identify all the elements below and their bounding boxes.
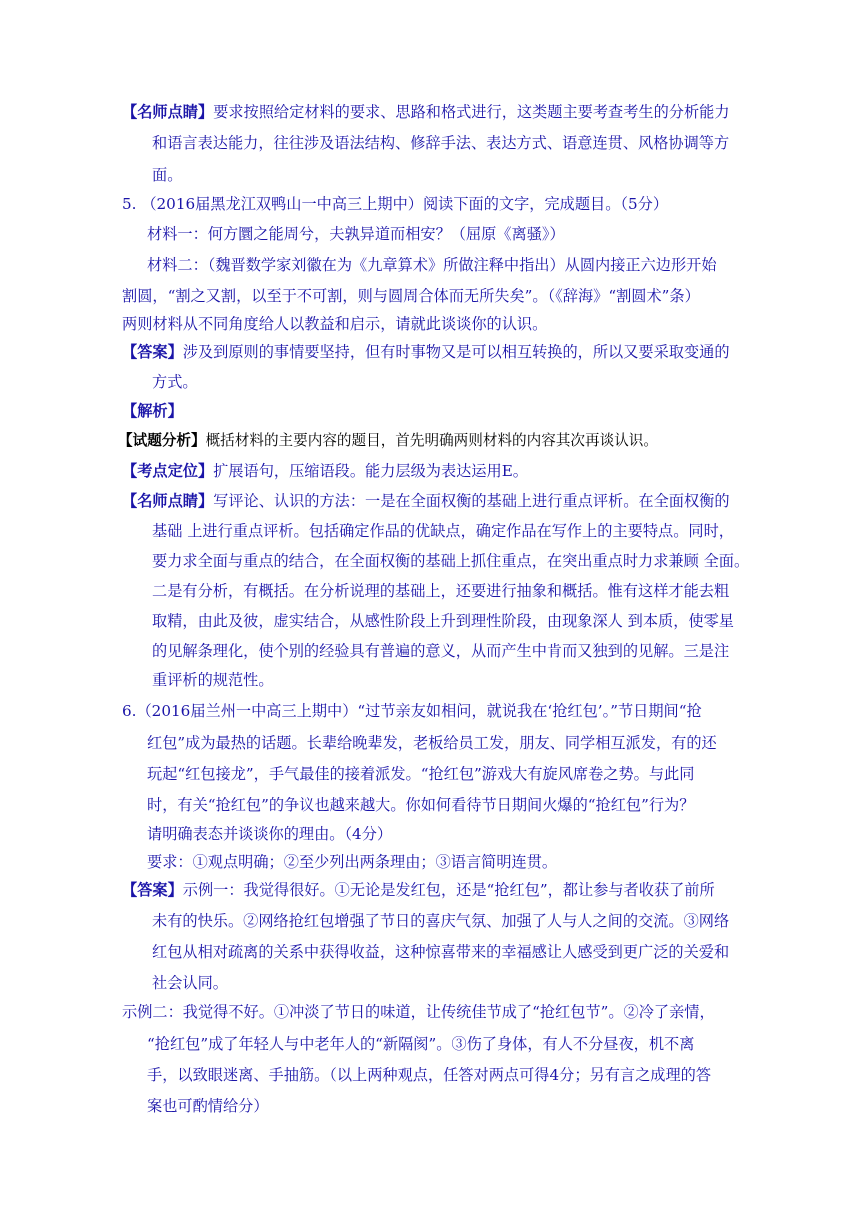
example-2-line-1: 示例二：我觉得不好。①冲淡了节日的味道，让传统佳节成了“抢红包节”。②冷了亲情， [122,1003,715,1021]
question-analysis-text: 概括材料的主要内容的题目，首先明确两则材料的内容其次再谈认识。 [205,432,658,449]
answer-5-line-1 [122,342,730,362]
tip-text: 要求按照给定材料的要求、思路和格式进行，这类题主要考查考生的分析能力 [213,103,730,121]
tip-label: 【名师点睛】 [122,103,214,121]
answer-6-line-3: 红包从相对疏离的关系中获得收益，这种惊喜带来的幸福感让人感受到更广泛的关爱和 [152,943,730,961]
tip-line-3: 面。 [152,166,183,184]
q6-requirements: 要求：①观点明确；②至少列出两条理由；③语言简明连贯。 [147,853,558,871]
answer-text: 涉及到原则的事情要坚持，但有时事物又是可以相互转换的，所以又要采取变通的 [182,343,730,361]
tip2-label: 【名师点睛】 [122,492,214,510]
answer6-label: 【答案】 [122,881,183,899]
tip2-line-6: 的见解条理化，使个别的经验具有普遍的意义，从而产生中肯而又独到的见解。三是注 [152,642,730,660]
question-analysis-label: 【试题分析】 [118,432,206,449]
question-analysis [118,431,658,451]
answer-5-line-2: 方式。 [152,373,198,391]
tip2-line-4: 二是有分析，有概括。在分析说理的基础上，还要进行抽象和概括。惟有这样才能去粗 [152,582,730,600]
answer6-text: 示例一：我觉得很好。①无论是发红包，还是“抢红包”，都让参与者收获了前所 [182,881,715,899]
tip-line-1 [122,102,730,122]
q6-line-5: 请明确表态并谈谈你的理由。（4分） [147,825,393,843]
topic-position-label: 【考点定位】 [122,462,214,480]
example-2-line-4: 案也可酌情给分） [147,1097,269,1115]
question-5-title: 5. （2016届黑龙江双鸭山一中高三上期中）阅读下面的文字，完成题目。（5分） [122,195,669,213]
tip2-text: 写评论、认识的方法：一是在全面权衡的基础上进行重点评析。在全面权衡的 [213,492,730,510]
question-6-title: 6.（2016届兰州一中高三上期中）“过节亲友如相问，就说我在‘抢红包’。”节日期间“抢 [122,702,702,720]
q5-prompt: 两则材料从不同角度给人以教益和启示，请就此谈谈你的认识。 [122,315,548,333]
answer-6-line-2: 未有的快乐。②网络抢红包增强了节日的喜庆气氛、加强了人与人之间的交流。③网络 [152,912,730,930]
q5-material-1: 材料一：何方圜之能周兮，夫孰异道而相安？（屈原《离骚》） [147,225,565,243]
answer-label: 【答案】 [122,343,183,361]
tip2-line-1 [122,491,730,511]
topic-position-text: 扩展语句，压缩语段。能力层级为表达运用E。 [213,462,528,480]
tip2-line-7: 重评析的规范性。 [152,671,274,689]
tip-line-2: 和语言表达能力，往往涉及语法结构、修辞手法、表达方式、语意连贯、风格协调等方 [152,134,730,152]
q6-line-4: 时，有关“抢红包”的争议也越来越大。你如何看待节日期间火爆的“抢红包”行为？ [147,796,695,814]
q6-line-3: 玩起“红包接龙”，手气最佳的接着派发。“抢红包”游戏大有旋风席卷之势。与此同 [147,765,695,783]
tip2-line-5: 取精，由此及彼，虚实结合，从感性阶段上升到理性阶段，由现象深人 到本质，使零星 [152,612,734,630]
tip2-line-3: 要力求全面与重点的结合，在全面权衡的基础上抓住重点，在突出重点时力求兼顾 全面。 [152,552,750,570]
example-2-line-2: “抢红包”成了年轻人与中老年人的“新隔阂”。③伤了身体，有人不分昼夜，机不离 [147,1035,695,1053]
q6-line-2: 红包”成为最热的话题。长辈给晚辈发，老板给员工发，朋友、同学相互派发，有的还 [147,734,717,752]
answer-6-line-1 [122,880,715,900]
example-2-line-3: 手，以致眼迷离、手抽筋。（以上两种观点，任答对两点可得4分；另有言之成理的答 [147,1066,712,1084]
q5-material-2-cont: 割圆，“割之又割，以至于不可割，则与圆周合体而无所失矣”。（《辞海》“割圆术”条） [122,287,700,305]
q5-material-2: 材料二：（魏晋数学家刘徽在为《九章算术》所做注释中指出）从圆内接正六边形开始 [147,256,717,274]
tip2-line-2: 基础 上进行重点评析。包括确定作品的优缺点，确定作品在写作上的主要特点。同时， [152,522,734,540]
answer-6-line-4: 社会认同。 [152,974,228,992]
topic-position [122,461,528,481]
analysis-label: 【解析】 [122,402,183,420]
